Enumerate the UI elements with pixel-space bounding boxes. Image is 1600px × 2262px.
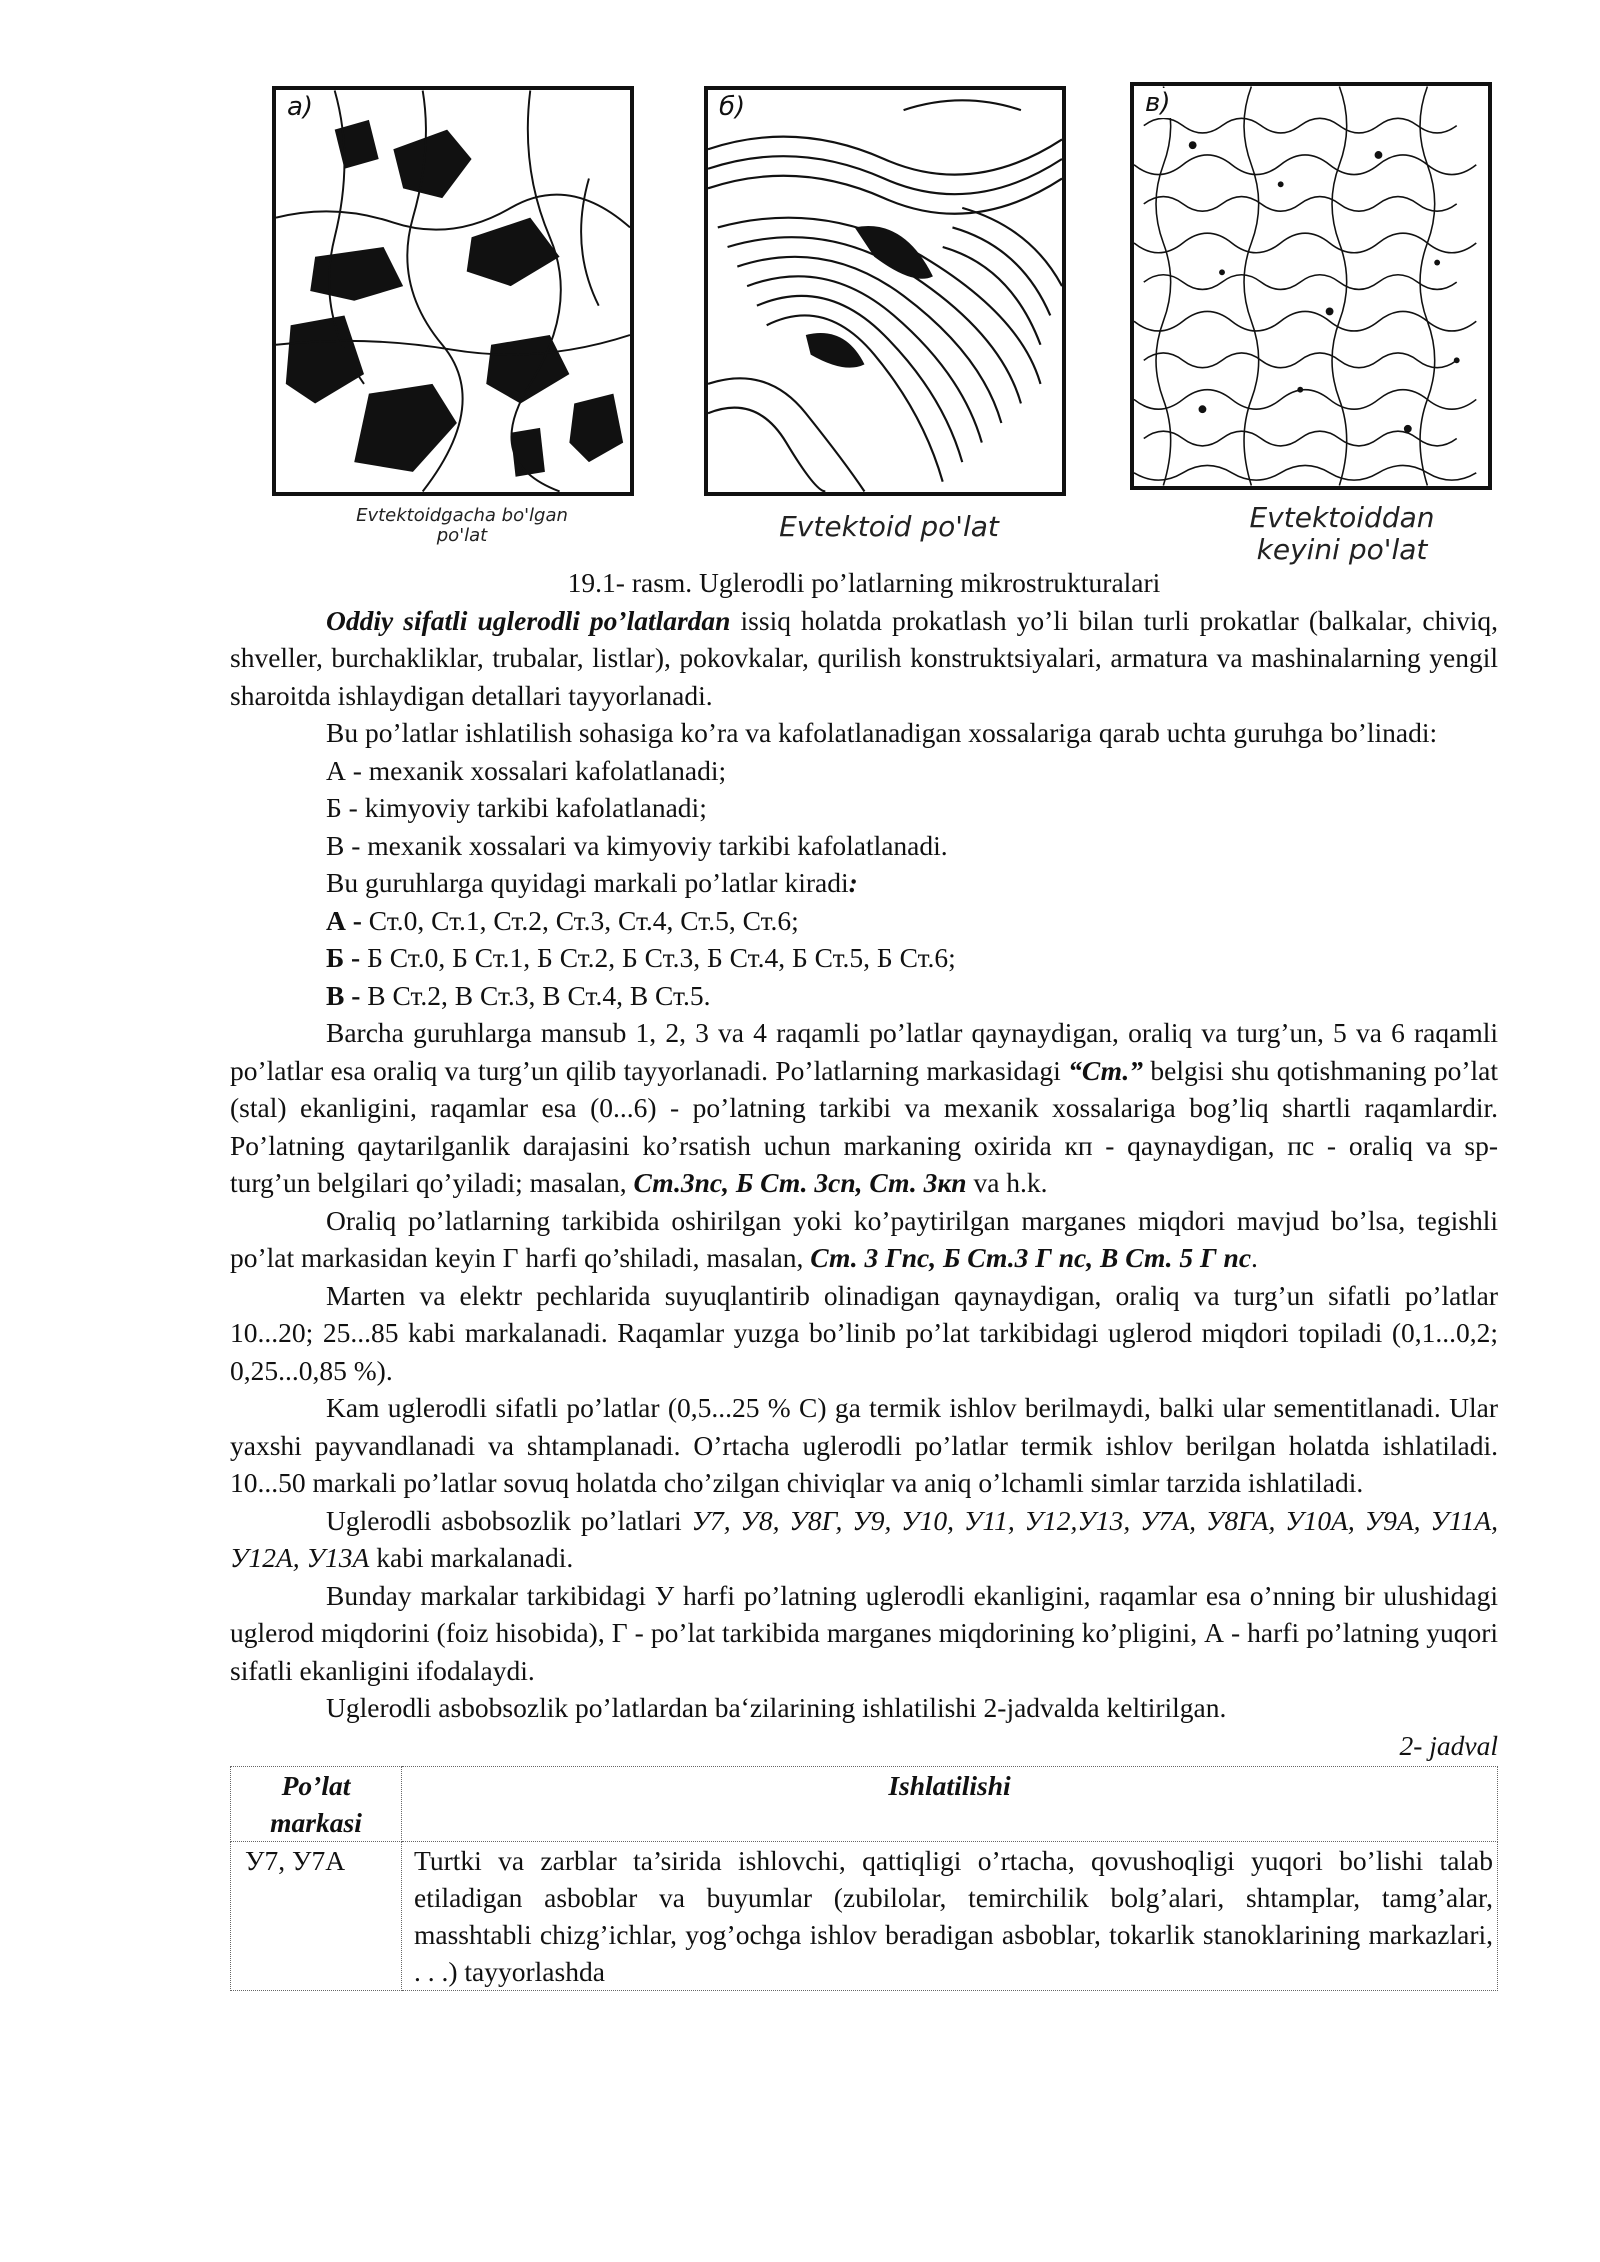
panel-letter-a: а) [284,92,316,122]
paragraph-deoxidation [230,1014,1498,1202]
paragraph-quality-steels: Marten va elektr pechlarida suyuqlantirib olinadigan qaynaydigan, oraliq va turg’un sifatli po’latlar 10...20; 25...85 kabi markalanadi. Raqamlar yuzga bo’linib po’lat tarkibidagi uglerod miqdori topiladi (0,1...0,2; 0,25...0,85 %). [230,1279,1498,1386]
caption-hypoeutectoid [292,506,632,546]
group-b-line: Б - kimyoviy tarkibi kafolatlanadi; [326,792,707,823]
column-header-grade: Po’lat markasi [231,1767,402,1842]
tool-steels-text: Uglerodli asbobsozlik po’latlari [326,1504,692,1536]
hypoeutectoid-structure-image [276,90,630,492]
manganese-end: . [1251,1242,1258,1273]
panel-letter-b: б) [716,92,748,122]
paragraph-groups-intro: Bu po’latlar ishlatilish sohasiga ko’ra va kafolatlanadigan xossalariga qarab uchta guruhga bo’linadi: [326,717,1438,748]
document-body [230,564,1498,1991]
grades-group-b-list: Б Ст.0, Б Ст.1, Б Ст.2, Б Ст.3, Б Ст.4, Б Ст.5, Б Ст.6; [360,942,956,973]
grades-group-a-list: Ст.0, Ст.1, Ст.2, Ст.3, Ст.4, Ст.5, Ст.6; [361,904,799,936]
tool-steels-end: kabi markalanadi. [369,1542,574,1573]
tool-steel-usage-table [230,1766,1498,1991]
caption-hypoeutectoid-line2: po'lat [436,525,488,546]
caption-eutectoid-line1: Evtektoid po'lat [779,510,999,543]
deoxidation-text-a: Barcha guruhlarga mansub 1, 2, 3 va 4 raqamli po’latlar qaynaydigan, oraliq va turg’un, 5 va 6 raqamli po’latlar esa oraliq va turg’un qilib tayyorlanadi. Po’latlarning markasidagi [230,1017,1498,1086]
deoxidation-end: va h.k. [966,1167,1048,1198]
caption-hypoeutectoid-line1: Evtektoidgacha bo'lgan [356,505,568,526]
grades-group-v-list: В Ст.2, В Ст.3, В Ст.4, В Ст.5. [360,979,711,1011]
grades-group-b [230,939,1498,977]
caption-hypereutectoid-line2: keyini po'lat [1256,533,1428,566]
figure-title: 19.1- rasm. Uglerodli po’latlarning mikrostrukturalari [567,567,1161,598]
grades-group-a-label: А - [326,904,362,936]
deoxidation-mark: “Ст.” [1068,1054,1143,1086]
micrograph-eutectoid [704,86,1066,496]
deoxidation-examples: Ст.3пс, Б Ст. 3сп, Ст. 3кп [633,1167,967,1198]
grades-group-v-label: В - [326,979,361,1011]
manganese-examples: Ст. 3 Гпс, Б Ст.3 Г пс, В Ст. 5 Г пс [810,1242,1252,1273]
grades-group-a [230,902,1498,940]
paragraph-tool-steels [230,1502,1498,1577]
micrograph-hypereutectoid [1130,82,1492,490]
grades-group-b-label: Б - [326,942,361,973]
caption-hypereutectoid [1192,502,1492,566]
deoxidation-text-b: belgisi shu qotishmaning po’lat (stal) ekanligini, raqamlar esa (0...6) - po’latning tarkibi va mexanik xossalariga bog’liq shartli raqamlardir. Po’latning qaytarilganlik darajasini ko’rsatish uchun markaning oxirida кп - qaynaydigan, пс - oraliq va sp- turg’un belgilari qo’yiladi; masalan, [230,1054,1498,1198]
group-a-line: А - mexanik xossalari kafolatlanadi; [326,754,727,786]
cell-grade: У7, У7А [231,1842,402,1991]
grades-intro-colon: : [848,867,858,898]
ordinary-steels-text: issiq holatda prokatlash yo’li bilan turli prokatlar (balkalar, chiviq, shveller, burchakliklar, trubalar, listlar), pokovkalar, qurilish konstruktsiyalari, armatura va mashinalarning yengil sharoitda ishlaydigan detallari tayyorlanadi. [230,604,1498,711]
tool-steels-marks: У7, У8, У8Г, У9, У10, У11, У12,У13, У7А, У8ГА, У10А, У9А, У11А, У12А, У13А [230,1504,1498,1573]
paragraph-manganese [230,1202,1498,1277]
grades-intro [230,864,1498,902]
table-row [231,1842,1498,1991]
micrograph-hypoeutectoid [272,86,634,496]
grades-intro-text: Bu guruhlarga quyidagi markali po’latlar kiradi [326,867,849,898]
hypereutectoid-structure-image [1134,86,1488,486]
group-v-line: В - mexanik xossalari va kimyoviy tarkibi kafolatlanadi. [326,829,948,861]
grades-group-v [230,977,1498,1015]
manganese-text: Oraliq po’latlarning tarkibida oshirilgan yoki ko’paytirilgan marganes miqdori mavjud bo’lsa, tegishli po’lat markasidan keyin Г harfi qo’shiladi, masalan, [230,1204,1498,1273]
table-label: 2- jadval [1399,1729,1498,1761]
ordinary-steels-term: Oddiy sifatli uglerodli po’latlardan [326,604,731,636]
microstructure-figure [262,82,1492,572]
cell-usage: Turtki va zarblar ta’sirida ishlovchi, qattiqligi o’rtacha, qovushoqligi yuqori bo’lishi talab etiladigan asboblar va buyumlar (zubilolar, temirchilik bolg’alari, shtamplar, tamg’alar, masshtabli chizg’ichlar, yog’ochga ishlov beradigan asboblar, tokarlik stanoklarining markazlari, . . .) tayyorlashda [402,1842,1498,1991]
caption-eutectoid [724,512,1054,542]
panel-letter-c: в) [1142,88,1173,118]
table-header-row [231,1767,1498,1842]
paragraph-low-carbon: Kam uglerodli sifatli po’latlar (0,5...25 % C) ga termik ishlov berilmaydi, balki ular sementitlanadi. Ular yaxshi payvandlanadi va shtamplanadi. O’rtacha uglerodli po’latlar termik ishlov berilgan holatda ishlatiladi. 10...50 markali po’latlar sovuq holatda cho’zilgan chiviqlar va aniq o’lchamli simlar tarzida ishlatiladi. [230,1392,1498,1498]
paragraph-ordinary-steels [230,602,1498,715]
paragraph-table-intro: Uglerodli asbobsozlik po’latlardan ba‘zilarining ishlatilishi 2-jadvalda keltirilgan. [326,1692,1227,1723]
paragraph-marking-meaning: Bunday markalar tarkibidagi У harfi po’latning uglerodli ekanligini, raqamlar esa o’nning bir ulushidagi uglerod miqdorini (foiz hisobida), Г - po’lat tarkibida marganes miqdorining ko’pligini, А - harfi po’latning yuqori sifatli ekanligini ifodalaydi. [230,1579,1498,1686]
caption-hypereutectoid-line1: Evtektoiddan [1249,501,1435,534]
column-header-usage: Ishlatilishi [402,1767,1498,1842]
eutectoid-structure-image [708,90,1062,492]
